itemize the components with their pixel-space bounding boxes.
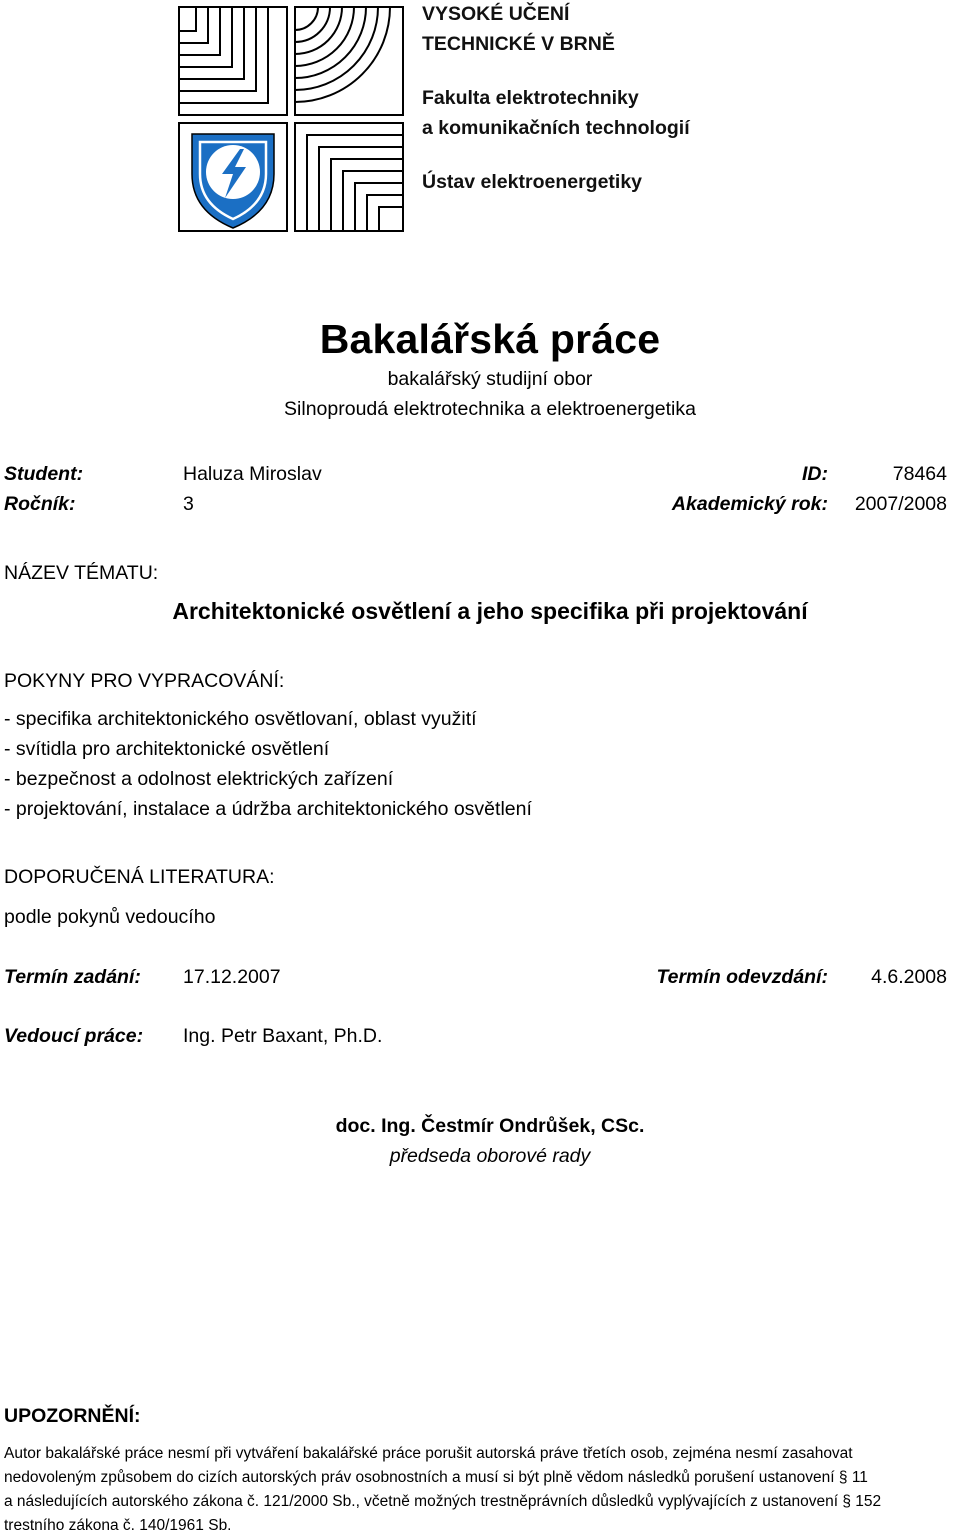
- academic-year-label: Akademický rok:: [671, 493, 828, 515]
- instruction-item: - bezpečnost a odolnost elektrických zařízení: [4, 768, 394, 790]
- instruction-item: - specifika architektonického osvětlovaní, oblast využití: [4, 708, 477, 730]
- instruction-item: - svítidla pro architektonické osvětlení: [4, 738, 330, 760]
- study-field: Silnoproudá elektrotechnika a elektroenergetika: [284, 398, 696, 420]
- id-label: ID:: [802, 463, 828, 485]
- document-subtitle: bakalářský studijní obor: [387, 368, 593, 390]
- due-date-label: Termín odevzdání:: [656, 966, 828, 988]
- notice-line: Autor bakalářské práce nesmí při vytváření bakalářské práce porušit autorská práve třetích osob, zejména nesmí zasahovat: [4, 1445, 853, 1462]
- vut-feec-logo-icon: [178, 6, 404, 232]
- topic-title: Architektonické osvětlení a jeho specifika při projektování: [172, 598, 808, 624]
- assigned-date-label: Termín zadání:: [4, 966, 141, 988]
- year-value: 3: [183, 493, 194, 515]
- document-title: Bakalářská práce: [319, 316, 661, 362]
- supervisor-value: Ing. Petr Baxant, Ph.D.: [183, 1025, 383, 1047]
- literature-heading: DOPORUČENÁ LITERATURA:: [4, 866, 275, 888]
- literature-text: podle pokynů vedoucího: [4, 906, 216, 928]
- assigned-date-value: 17.12.2007: [183, 966, 281, 988]
- topic-heading: NÁZEV TÉMATU:: [4, 562, 159, 584]
- instructions-heading: POKYNY PRO VYPRACOVÁNÍ:: [4, 670, 285, 692]
- notice-line: a následujících autorského zákona č. 121/2000 Sb., včetně možných trestněprávních důsledků vyplývajících z ustanovení § 152: [4, 1493, 882, 1510]
- supervisor-label: Vedoucí práce:: [4, 1025, 144, 1047]
- instruction-item: - projektování, instalace a údržba architektonického osvětlení: [4, 798, 532, 820]
- faculty-name-line1: Fakulta elektrotechniky: [422, 87, 639, 109]
- notice-line: trestního zákona č. 140/1961 Sb.: [4, 1517, 232, 1534]
- academic-year-value: 2007/2008: [854, 493, 947, 515]
- notice-heading: UPOZORNĚNÍ:: [4, 1405, 141, 1427]
- id-value: 78464: [892, 463, 947, 485]
- chair-role: předseda oborové rady: [389, 1145, 591, 1167]
- student-label: Student:: [4, 463, 84, 485]
- notice-text: [4, 1442, 958, 1538]
- department-name: Ústav elektroenergetiky: [422, 171, 643, 193]
- university-name-line1: VYSOKÉ UČENÍ: [422, 3, 570, 25]
- year-label: Ročník:: [4, 493, 76, 515]
- student-value: Haluza Miroslav: [183, 463, 322, 485]
- university-name-line2: TECHNICKÉ V BRNĚ: [422, 33, 615, 55]
- notice-line: nedovoleným způsobem do cizích autorských práv osobnostních a musí si být plně vědom následků porušení ustanovení § 11: [4, 1469, 868, 1486]
- due-date-value: 4.6.2008: [871, 966, 947, 988]
- chair-name: doc. Ing. Čestmír Ondrůšek, CSc.: [335, 1115, 645, 1137]
- faculty-name-line2: a komunikačních technologií: [422, 117, 690, 139]
